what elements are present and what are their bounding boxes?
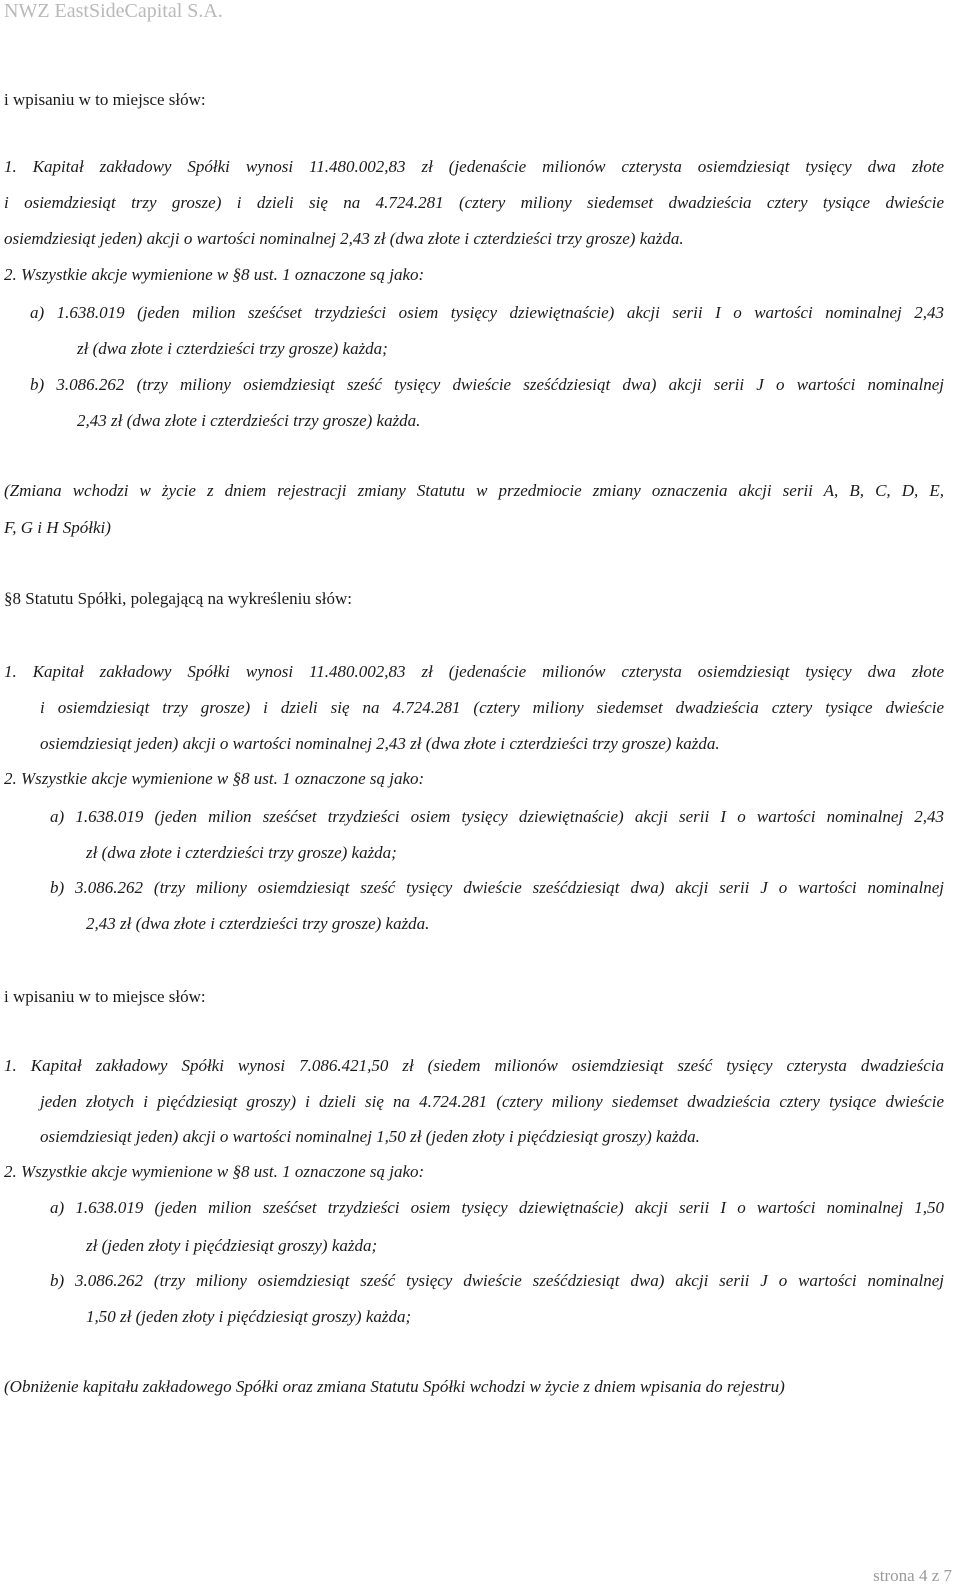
block1-item2: 2. Wszystkie akcje wymienione w §8 ust. 1 oznaczone są jako: (4, 265, 425, 284)
block1-item1-line3: osiemdziesiąt jeden) akcji o wartości nominalnej 2,43 zł (dwa złote i czterdzieści trzy grosze) każda. (4, 229, 684, 248)
block3-item-a-line2: zł (jeden złoty i pięćdziesiąt groszy) każda; (86, 1236, 378, 1255)
section8-text: §8 Statutu Spółki, polegającą na wykreśleniu słów: (4, 589, 352, 608)
block2-item-a-line2: zł (dwa złote i czterdzieści trzy grosze) każda; (86, 843, 397, 862)
block3-item-b-line1: b) 3.086.262 (trzy miliony osiemdziesiąt sześć tysięcy dwieście sześćdziesiąt dwa) akcji serii J o wartości nominalnej (50, 1271, 944, 1290)
block3-item1-line3: osiemdziesiąt jeden) akcji o wartości nominalnej 1,50 zł (jeden złoty i pięćdziesiąt groszy) każda. (40, 1127, 700, 1146)
block1-item-b-line2: 2,43 zł (dwa złote i czterdzieści trzy grosze) każda. (77, 411, 421, 430)
block2-item1-line1: 1. Kapitał zakładowy Spółki wynosi 11.480.002,83 zł (jedenaście milionów czterysta osiemdziesiąt tysięcy dwa złote (4, 662, 944, 681)
block1-item1-line1: 1. Kapitał zakładowy Spółki wynosi 11.480.002,83 zł (jedenaście milionów czterysta osiemdziesiąt tysięcy dwa złote (4, 157, 944, 176)
intro-text: i wpisaniu w to miejsce słów: (4, 90, 206, 109)
block2-item2: 2. Wszystkie akcje wymienione w §8 ust. 1 oznaczone są jako: (4, 769, 425, 788)
block2-item1-line2: i osiemdziesiąt trzy grosze) i dzieli się na 4.724.281 (cztery miliony siedemset dwadzieścia cztery tysiące dwieście (40, 698, 944, 717)
note1-line1: (Zmiana wchodzi w życie z dniem rejestracji zmiany Statutu w przedmiocie zmiany oznaczenia akcji serii A, B, C, D, E, (4, 481, 944, 500)
block3-item-b-line2: 1,50 zł (jeden złoty i pięćdziesiąt groszy) każda; (86, 1307, 412, 1326)
block3-item-a-line1: a) 1.638.019 (jeden milion sześćset trzydzieści osiem tysięcy dziewiętnaście) akcji serii I o wartości nominalnej 1,50 (50, 1198, 944, 1217)
block2-item1-line3: osiemdziesiąt jeden) akcji o wartości nominalnej 2,43 zł (dwa złote i czterdzieści trzy grosze) każda. (40, 734, 720, 753)
document-header: NWZ EastSideCapital S.A. (4, 0, 223, 22)
block3-item1-line1: 1. Kapitał zakładowy Spółki wynosi 7.086.421,50 zł (siedem milionów osiemdziesiąt sześć tysięcy czterysta dwadzieścia (4, 1056, 944, 1075)
block2-item-b-line2: 2,43 zł (dwa złote i czterdzieści trzy grosze) każda. (86, 914, 430, 933)
block1-item-a-line1: a) 1.638.019 (jeden milion sześćset trzydzieści osiem tysięcy dziewiętnaście) akcji serii I o wartości nominalnej 2,43 (30, 303, 944, 322)
note2-text: (Obniżenie kapitału zakładowego Spółki oraz zmiana Statutu Spółki wchodzi w życie z dniem wpisania do rejestru) (4, 1377, 785, 1396)
block1-item-a-line2: zł (dwa złote i czterdzieści trzy grosze) każda; (77, 339, 388, 358)
block3-item2: 2. Wszystkie akcje wymienione w §8 ust. 1 oznaczone są jako: (4, 1162, 425, 1181)
intro-text-2: i wpisaniu w to miejsce słów: (4, 987, 206, 1006)
block1-item1-line2: i osiemdziesiąt trzy grosze) i dzieli się na 4.724.281 (cztery miliony siedemset dwadzieścia cztery tysiące dwieście (4, 193, 944, 212)
block2-item-b-line1: b) 3.086.262 (trzy miliony osiemdziesiąt sześć tysięcy dwieście sześćdziesiąt dwa) akcji serii J o wartości nominalnej (50, 878, 944, 897)
block3-item1-line2: jeden złotych i pięćdziesiąt groszy) i dzieli się na 4.724.281 (cztery miliony siedemset dwadzieścia cztery tysiące dwieście (40, 1092, 944, 1111)
note1-line2: F, G i H Spółki) (4, 518, 111, 537)
page-number: strona 4 z 7 (873, 1566, 952, 1585)
block1-item-b-line1: b) 3.086.262 (trzy miliony osiemdziesiąt sześć tysięcy dwieście sześćdziesiąt dwa) akcji serii J o wartości nominalnej (30, 375, 944, 394)
block2-item-a-line1: a) 1.638.019 (jeden milion sześćset trzydzieści osiem tysięcy dziewiętnaście) akcji serii I o wartości nominalnej 2,43 (50, 807, 944, 826)
